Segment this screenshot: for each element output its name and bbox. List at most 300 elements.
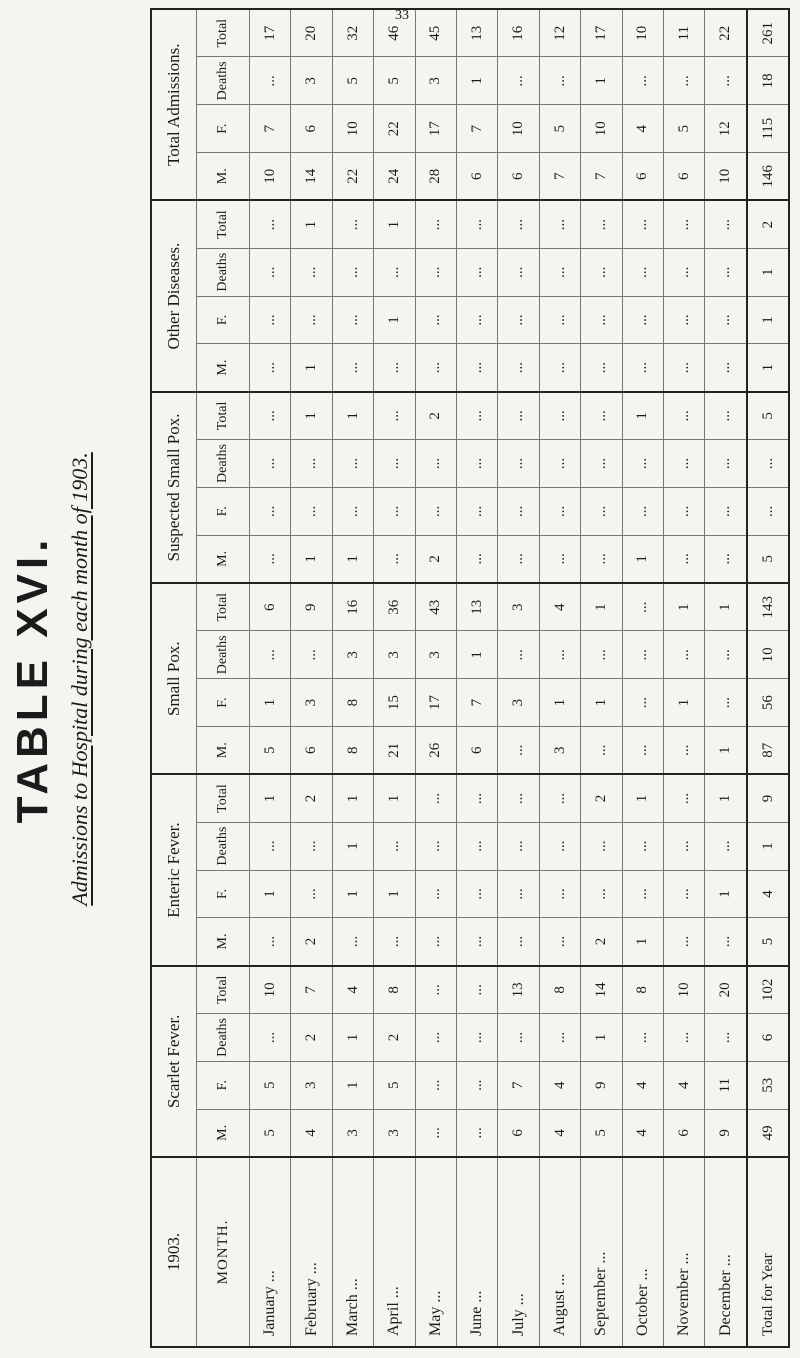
group-heading-small-pox: Small Pox. (151, 583, 197, 774)
month-label: August ... (539, 1157, 580, 1347)
table-cell: 1 (664, 679, 705, 727)
table-cell: ... (457, 774, 498, 822)
table-cell: 1 (622, 918, 663, 966)
table-cell: 4 (539, 1061, 580, 1109)
month-label: June ... (457, 1157, 498, 1347)
table-cell: 6 (498, 153, 539, 201)
table-cell: 5 (250, 727, 291, 775)
table-cell: ... (332, 487, 373, 535)
table-cell: 49 (747, 1109, 789, 1157)
column-heading-f: F. (197, 679, 250, 727)
table-cell: ... (250, 392, 291, 440)
table-cell: ... (664, 631, 705, 679)
table-cell: ... (374, 918, 415, 966)
table-cell: ... (498, 248, 539, 296)
table-cell: ... (498, 774, 539, 822)
table-cell: 22 (332, 153, 373, 201)
table-cell: ... (374, 440, 415, 488)
table-cell: 5 (332, 57, 373, 105)
table-cell: 3 (332, 1109, 373, 1157)
table-cell: ... (705, 57, 748, 105)
table-cell: 1 (374, 296, 415, 344)
column-heading-total: Total (197, 200, 250, 248)
group-heading-suspected-small-pox: Suspected Small Pox. (151, 392, 197, 583)
table-cell: 12 (705, 105, 748, 153)
table-cell: 1 (332, 822, 373, 870)
table-cell: 3 (539, 727, 580, 775)
table-cell: 3 (291, 57, 332, 105)
month-label: July ... (498, 1157, 539, 1347)
month-label: October ... (622, 1157, 663, 1347)
column-heading-total: Total (197, 966, 250, 1014)
table-cell: 53 (747, 1061, 789, 1109)
table-cell: 1 (581, 57, 622, 105)
table-cell: ... (581, 822, 622, 870)
table-cell: ... (705, 679, 748, 727)
month-label: Total for Year (747, 1157, 789, 1347)
table-cell: ... (250, 822, 291, 870)
table-cell: ... (374, 392, 415, 440)
table-cell: 6 (457, 727, 498, 775)
table-cell: 5 (250, 1109, 291, 1157)
page-number: 33 (395, 8, 409, 23)
table-cell: ... (622, 870, 663, 918)
column-heading-m: M. (197, 918, 250, 966)
table-cell: 3 (291, 1061, 332, 1109)
column-heading-m: M. (197, 153, 250, 201)
table-cell: ... (250, 296, 291, 344)
table-cell: ... (664, 57, 705, 105)
table-cell: ... (705, 440, 748, 488)
table-cell: 7 (457, 679, 498, 727)
table-cell: ... (705, 1014, 748, 1062)
table-cell: ... (332, 296, 373, 344)
table-cell: ... (705, 296, 748, 344)
table-cell: ... (581, 727, 622, 775)
table-cell: ... (498, 487, 539, 535)
table-cell: 5 (539, 105, 580, 153)
table-cell: 5 (581, 1109, 622, 1157)
table-cell: 6 (457, 153, 498, 201)
table-cell: 9 (705, 1109, 748, 1157)
table-cell: ... (664, 200, 705, 248)
table-cell: ... (622, 679, 663, 727)
table-cell: ... (539, 344, 580, 392)
table-body (250, 9, 790, 1347)
table-cell: ... (291, 296, 332, 344)
column-heading-total: Total (197, 583, 250, 631)
table-cell: ... (457, 822, 498, 870)
column-heading-deaths: Deaths (197, 1014, 250, 1062)
table-cell: ... (581, 535, 622, 583)
table-cell: 1 (332, 1014, 373, 1062)
table-cell: ... (374, 248, 415, 296)
table-cell: ... (374, 822, 415, 870)
table-cell: 46 (374, 9, 415, 57)
table-cell: 1 (581, 1014, 622, 1062)
table-cell: 1 (332, 535, 373, 583)
table-cell: ... (539, 822, 580, 870)
table-cell: ... (581, 248, 622, 296)
table-cell: 5 (374, 57, 415, 105)
table-cell: ... (250, 200, 291, 248)
table-cell: ... (498, 870, 539, 918)
table-cell: ... (415, 487, 456, 535)
table-cell: 17 (415, 679, 456, 727)
column-heading-f: F. (197, 105, 250, 153)
table-cell: ... (664, 487, 705, 535)
table-cell: ... (705, 248, 748, 296)
table-cell: ... (705, 487, 748, 535)
table-cell: ... (539, 440, 580, 488)
table-cell: 10 (250, 153, 291, 201)
table-cell: 6 (664, 153, 705, 201)
table-cell: 8 (539, 966, 580, 1014)
table-cell: ... (664, 248, 705, 296)
table-cell: 6 (747, 1014, 789, 1062)
column-heading-f: F. (197, 870, 250, 918)
table-cell: 1 (332, 870, 373, 918)
table-cell: ... (332, 200, 373, 248)
table-cell: 43 (415, 583, 456, 631)
table-cell: ... (664, 535, 705, 583)
table-cell: 1 (250, 870, 291, 918)
table-cell: ... (457, 248, 498, 296)
table-cell: ... (498, 296, 539, 344)
table-cell: ... (705, 535, 748, 583)
table-cell: 9 (747, 774, 789, 822)
table-cell: ... (498, 918, 539, 966)
table-cell: 1 (664, 583, 705, 631)
table-cell: ... (457, 535, 498, 583)
table-row (374, 9, 415, 1347)
table-cell: 22 (705, 9, 748, 57)
column-heading-f: F. (197, 1061, 250, 1109)
column-heading-total: Total (197, 392, 250, 440)
table-cell: 1 (747, 248, 789, 296)
table-cell: ... (539, 918, 580, 966)
table-cell: 7 (457, 105, 498, 153)
table-cell: 4 (622, 1109, 663, 1157)
table-cell: ... (457, 966, 498, 1014)
table-row (705, 9, 748, 1347)
table-cell: ... (457, 918, 498, 966)
table-cell: ... (250, 487, 291, 535)
table-cell: ... (581, 296, 622, 344)
table-cell: 2 (291, 918, 332, 966)
table-cell: 1 (705, 870, 748, 918)
table-cell: 1 (747, 344, 789, 392)
table-cell: 7 (581, 153, 622, 201)
table-cell: ... (498, 631, 539, 679)
table-cell: ... (457, 440, 498, 488)
table-row (622, 9, 663, 1347)
table-cell: 1 (291, 200, 332, 248)
month-label: February ... (291, 1157, 332, 1347)
table-cell: 6 (291, 105, 332, 153)
table-cell: ... (622, 583, 663, 631)
table-cell: 10 (622, 9, 663, 57)
table-cell: 6 (622, 153, 663, 201)
table-cell: ... (332, 344, 373, 392)
table-cell: ... (622, 296, 663, 344)
table-cell: ... (415, 296, 456, 344)
table-cell: 143 (747, 583, 789, 631)
table-cell: ... (457, 296, 498, 344)
table-cell: ... (705, 200, 748, 248)
table-cell: ... (539, 296, 580, 344)
subheading-row (197, 9, 250, 1347)
table-cell: 1 (291, 535, 332, 583)
table-cell: ... (664, 344, 705, 392)
table-cell: ... (457, 1061, 498, 1109)
table-cell: ... (581, 392, 622, 440)
table-cell: 1 (374, 774, 415, 822)
table-cell: 22 (374, 105, 415, 153)
table-cell: 1 (374, 200, 415, 248)
table-cell: 2 (291, 1014, 332, 1062)
table-cell: 1 (291, 392, 332, 440)
table-cell: 6 (664, 1109, 705, 1157)
table-cell: 3 (498, 583, 539, 631)
column-heading-deaths: Deaths (197, 631, 250, 679)
table-cell: 1 (457, 631, 498, 679)
table-cell: ... (291, 631, 332, 679)
table-cell: ... (291, 487, 332, 535)
table-cell: 2 (415, 392, 456, 440)
table-row (664, 9, 705, 1347)
table-cell: 17 (581, 9, 622, 57)
table-cell: 1 (622, 535, 663, 583)
table-cell: ... (332, 918, 373, 966)
table-cell: 7 (498, 1061, 539, 1109)
total-row (747, 9, 789, 1347)
table-cell: 14 (291, 153, 332, 201)
table-cell: ... (622, 248, 663, 296)
table-cell: 2 (291, 774, 332, 822)
table-cell: 1 (250, 679, 291, 727)
month-label: January ... (250, 1157, 291, 1347)
table-cell: ... (415, 248, 456, 296)
table-cell: 10 (250, 966, 291, 1014)
table-cell: 1 (291, 344, 332, 392)
table-cell: ... (250, 440, 291, 488)
table-row (539, 9, 580, 1347)
table-cell: ... (622, 57, 663, 105)
table-cell: 7 (539, 153, 580, 201)
table-cell: 1 (374, 870, 415, 918)
table-cell: ... (664, 822, 705, 870)
table-cell: ... (291, 870, 332, 918)
table-cell: 3 (498, 679, 539, 727)
table-cell: ... (374, 487, 415, 535)
column-heading-m: M. (197, 727, 250, 775)
table-cell: 1 (332, 392, 373, 440)
table-cell: ... (664, 774, 705, 822)
table-cell: 1 (747, 822, 789, 870)
table-cell: ... (498, 727, 539, 775)
table-row (250, 9, 291, 1347)
table-cell: 2 (581, 774, 622, 822)
table-cell: ... (664, 918, 705, 966)
table-cell: ... (581, 344, 622, 392)
table-cell: ... (498, 57, 539, 105)
table-cell: 11 (664, 9, 705, 57)
month-label: November ... (664, 1157, 705, 1347)
table-cell: ... (622, 822, 663, 870)
table-cell: 10 (581, 105, 622, 153)
table-cell: 4 (291, 1109, 332, 1157)
table-cell: ... (457, 1014, 498, 1062)
year-heading: 1903. (151, 1157, 197, 1347)
table-cell: 10 (498, 105, 539, 153)
table-cell: 15 (374, 679, 415, 727)
table-cell: ... (250, 1014, 291, 1062)
table-cell: ... (457, 1109, 498, 1157)
table-cell: 3 (415, 631, 456, 679)
table-cell: 3 (291, 679, 332, 727)
table-cell: 4 (747, 870, 789, 918)
table-cell: 5 (374, 1061, 415, 1109)
table-cell: 28 (415, 153, 456, 201)
table-cell: ... (664, 1014, 705, 1062)
table-cell: ... (664, 296, 705, 344)
table-cell: 1 (332, 1061, 373, 1109)
table-cell: ... (622, 487, 663, 535)
table-cell: ... (457, 870, 498, 918)
table-cell: ... (332, 248, 373, 296)
table-cell: ... (705, 344, 748, 392)
table-cell: 1 (539, 679, 580, 727)
table-cell: ... (291, 440, 332, 488)
table-cell: 13 (498, 966, 539, 1014)
table-cell: 24 (374, 153, 415, 201)
table-cell: ... (415, 440, 456, 488)
table-cell: ... (705, 822, 748, 870)
table-cell: ... (498, 392, 539, 440)
table-cell: ... (332, 440, 373, 488)
table-cell: ... (415, 344, 456, 392)
table-cell: ... (498, 344, 539, 392)
table-cell: ... (664, 392, 705, 440)
table-cell: ... (291, 822, 332, 870)
table-cell: ... (291, 248, 332, 296)
table-cell: 16 (498, 9, 539, 57)
table-cell: 16 (332, 583, 373, 631)
table-cell: 45 (415, 9, 456, 57)
month-label: April ... (374, 1157, 415, 1347)
group-heading-scarlet-fever: Scarlet Fever. (151, 966, 197, 1157)
table-cell: ... (374, 344, 415, 392)
table-cell: ... (581, 440, 622, 488)
table-cell: ... (415, 774, 456, 822)
table-row (332, 9, 373, 1347)
table-cell: 1 (705, 727, 748, 775)
table-cell: 9 (291, 583, 332, 631)
table-cell: 102 (747, 966, 789, 1014)
month-label: December ... (705, 1157, 748, 1347)
table-cell: 1 (622, 392, 663, 440)
group-heading-enteric-fever: Enteric Fever. (151, 774, 197, 965)
table-cell: ... (415, 1014, 456, 1062)
table-cell: 87 (747, 727, 789, 775)
table-row (415, 9, 456, 1347)
table-cell: 36 (374, 583, 415, 631)
table-cell: ... (705, 631, 748, 679)
month-column-heading: MONTH. (197, 1157, 250, 1347)
table-cell: ... (498, 535, 539, 583)
table-cell: 3 (374, 631, 415, 679)
table-cell: ... (250, 918, 291, 966)
table-cell: 1 (705, 774, 748, 822)
table-cell: 5 (250, 1061, 291, 1109)
month-label: March ... (332, 1157, 373, 1347)
table-cell: 26 (415, 727, 456, 775)
table-cell: ... (415, 200, 456, 248)
table-cell: 17 (250, 9, 291, 57)
table-cell: ... (664, 727, 705, 775)
table-cell: ... (457, 344, 498, 392)
table-cell: ... (457, 392, 498, 440)
table-cell: ... (539, 774, 580, 822)
table-cell: ... (622, 631, 663, 679)
table-cell: 3 (374, 1109, 415, 1157)
table-cell: 17 (415, 105, 456, 153)
table-cell: ... (250, 631, 291, 679)
table-cell: 1 (457, 57, 498, 105)
table-cell: 7 (291, 966, 332, 1014)
table-cell: ... (539, 1014, 580, 1062)
table-cell: 2 (747, 200, 789, 248)
table-cell: ... (498, 822, 539, 870)
table-cell: ... (415, 1109, 456, 1157)
table-cell: 5 (747, 392, 789, 440)
table-cell: 10 (664, 966, 705, 1014)
table-cell: ... (415, 822, 456, 870)
table-cell: 12 (539, 9, 580, 57)
table-cell: 10 (747, 631, 789, 679)
table-cell: ... (622, 200, 663, 248)
group-heading-total-admissions: Total Admissions. (151, 9, 197, 200)
table-cell: ... (539, 200, 580, 248)
table-cell: 4 (664, 1061, 705, 1109)
table-cell: ... (539, 535, 580, 583)
table-cell: 5 (747, 918, 789, 966)
table-cell: 2 (581, 918, 622, 966)
table-cell: ... (498, 1014, 539, 1062)
table-cell: 1 (581, 679, 622, 727)
table-cell: ... (457, 200, 498, 248)
table-subtitle: Admissions to Hospital during each month of 1903. (67, 452, 92, 906)
table-cell: 9 (581, 1061, 622, 1109)
table-cell: ... (581, 487, 622, 535)
table-cell: 14 (581, 966, 622, 1014)
table-cell: 56 (747, 679, 789, 727)
table-cell: 1 (747, 296, 789, 344)
table-cell: ... (539, 631, 580, 679)
table-cell: 20 (291, 9, 332, 57)
table-cell: 3 (415, 57, 456, 105)
table-cell: ... (250, 248, 291, 296)
table-cell: ... (415, 918, 456, 966)
table-cell: 4 (332, 966, 373, 1014)
table-cell: 4 (622, 105, 663, 153)
table-cell: ... (539, 248, 580, 296)
admissions-table (150, 8, 790, 1348)
column-heading-deaths: Deaths (197, 57, 250, 105)
table-cell: 4 (539, 1109, 580, 1157)
table-cell: 32 (332, 9, 373, 57)
